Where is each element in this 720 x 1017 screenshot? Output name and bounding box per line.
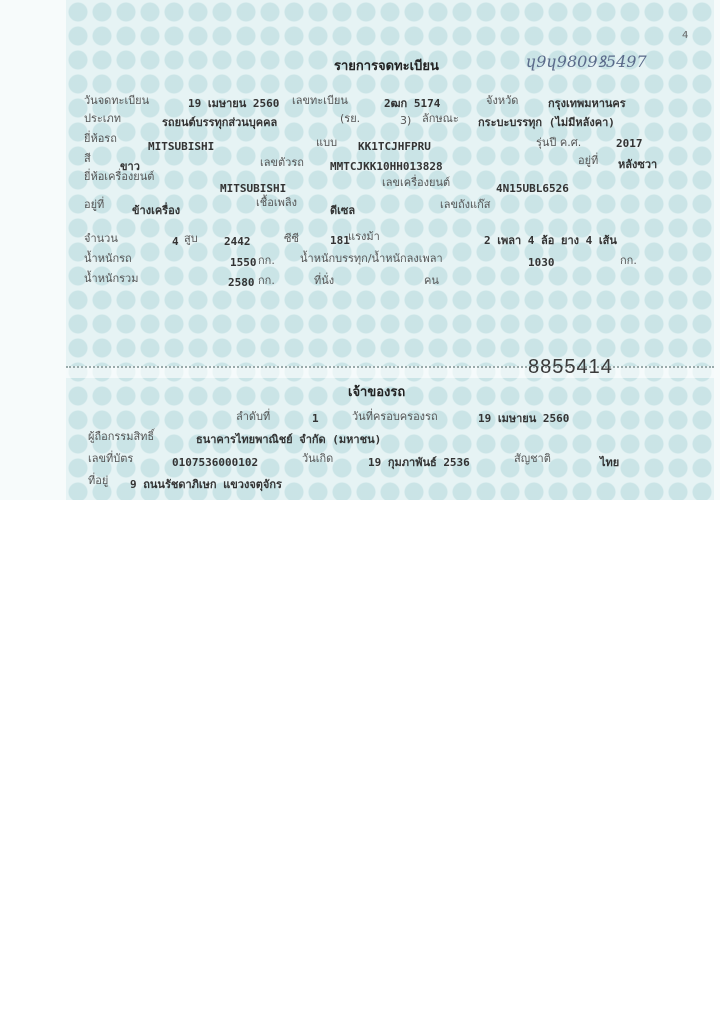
province: กรุงเทพมหานคร: [548, 97, 626, 110]
card-value: 0107536000102: [172, 456, 259, 469]
load-unit: กก.: [620, 254, 637, 267]
engine-no: 4N15UBL6526: [496, 182, 569, 195]
year-value: 2017: [616, 137, 643, 150]
order-label: ลำดับที่: [236, 410, 271, 423]
perforation-line: [66, 366, 714, 378]
province-label: จังหวัด: [486, 94, 519, 107]
possess-value: 19 เมษายน 2560: [478, 412, 570, 425]
char-label: ลักษณะ: [422, 112, 459, 125]
address-label: ที่อยู่: [88, 474, 109, 487]
displacement: 2442: [224, 235, 251, 248]
persons-label: คน: [424, 274, 439, 287]
load-label: น้ำหนักบรรทุก/น้ำหนักลงเพลา: [300, 252, 443, 265]
model-label: แบบ: [316, 136, 338, 149]
reg-no: 2ฒก 5174: [384, 97, 441, 110]
order-value: 1: [312, 412, 319, 425]
section2-title: เจ้าของรถ: [348, 385, 406, 400]
type-value: รถยนต์บรรทุกส่วนบุคคล: [162, 116, 278, 129]
ry-label: (รย.: [340, 112, 361, 125]
year-label: รุ่นปี ค.ศ.: [536, 136, 582, 149]
reg-date-label: วันจดทะเบียน: [84, 94, 150, 107]
serial-number: 8855414: [528, 356, 613, 378]
fuel-label: เชื้อเพลิง: [256, 196, 297, 209]
engine-brand-label: ยี่ห้อเครื่องยนต์: [84, 170, 155, 183]
weight-value: 1550: [230, 256, 257, 269]
nationality-value: ไทย: [600, 456, 620, 469]
gross-label: น้ำหนักรวม: [84, 272, 139, 285]
weight-label: น้ำหนักรถ: [84, 252, 132, 265]
count-label: จำนวน: [84, 232, 118, 245]
owner-label: ผู้ถือกรรมสิทธิ์: [88, 430, 155, 443]
type-label: ประเภท: [84, 112, 122, 125]
chassis-value: MMTCJKK10HH013828: [330, 160, 443, 173]
char-value: กระบะบรรทุก (ไม่มีหลังคา): [478, 116, 615, 129]
horsepower: 181: [330, 234, 350, 247]
brand-label: ยี่ห้อรถ: [84, 132, 117, 145]
address-value: 9 ถนนรัชดาภิเษก แขวงจตุจักร: [130, 478, 282, 491]
model-value: KK1TCJHFPRU: [358, 140, 431, 153]
hp-label: แรงม้า: [348, 230, 380, 243]
color-value: ขาว: [120, 160, 140, 173]
section1-title: รายการจดทะเบียน: [334, 59, 439, 74]
possess-label: วันที่ครอบครองรถ: [352, 410, 438, 423]
gross-value: 2580: [228, 276, 255, 289]
loc1-label: อยู่ที่: [578, 154, 599, 167]
brand-value: MITSUBISHI: [148, 140, 215, 153]
owner-value: ธนาคารไทยพาณิชย์ จำกัด (มหาชน): [196, 433, 382, 446]
gas-tank-label: เลขถังแก๊ส: [440, 198, 491, 211]
engine-brand: MITSUBISHI: [220, 182, 287, 195]
handwritten-note: ɥ9ɥ9809ꝸ5497: [526, 52, 647, 71]
color-label: สี: [84, 152, 91, 165]
cylinders: 4: [172, 235, 179, 248]
chassis-label: เลขตัวรถ: [260, 156, 304, 169]
ry-value: 3): [400, 114, 412, 127]
card-label: เลขที่บัตร: [88, 452, 134, 465]
engine-no-label: เลขเครื่องยนต์: [382, 176, 451, 189]
reg-date: 19 เมษายน 2560: [188, 97, 280, 110]
nationality-label: สัญชาติ: [514, 452, 551, 465]
dob-label: วันเกิด: [302, 452, 334, 465]
loc1-value: หลังซวา: [618, 158, 658, 171]
axle-wheels: 2 เพลา 4 ล้อ ยาง 4 เส้น: [484, 234, 617, 247]
cc-label: ซีซี: [284, 232, 299, 245]
dob-value: 19 กุมภาพันธ์ 2536: [368, 456, 470, 469]
fuel-value: ดีเซล: [330, 204, 356, 217]
registration-paper: [66, 0, 714, 500]
cyl-label: สูบ: [184, 232, 198, 245]
seats-label: ที่นั่ง: [314, 274, 335, 287]
loc2-value: ข้างเครื่อง: [132, 204, 181, 217]
reg-no-label: เลขทะเบียน: [292, 94, 348, 107]
gross-unit: กก.: [258, 274, 275, 287]
loc2-label: อยู่ที่: [84, 198, 105, 211]
page-number: 4: [682, 30, 689, 41]
load-value: 1030: [528, 256, 555, 269]
weight-unit: กก.: [258, 254, 275, 267]
